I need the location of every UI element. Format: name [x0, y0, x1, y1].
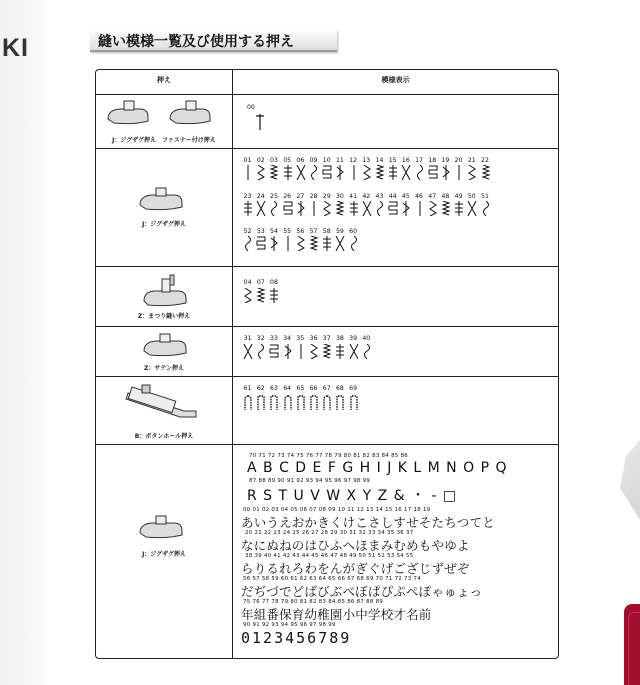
stitch-pattern-icon — [322, 201, 333, 216]
stitch-glyphs-line3 — [243, 236, 393, 251]
stitch-pattern-icon — [283, 236, 294, 251]
stitch-pattern-icon — [441, 201, 452, 216]
pattern-number: 50 — [467, 193, 476, 200]
stitch-pattern-icon — [415, 165, 426, 180]
pattern-number: 49 — [454, 193, 463, 200]
stitch-pattern-icon — [335, 344, 346, 359]
stitch-pattern-icon — [375, 201, 386, 216]
pattern-number: 68 — [335, 385, 344, 392]
hiragana-line2: なにぬねのはひふへほまみむめもやゆよ — [241, 538, 470, 553]
digit-numbers: 90 91 92 93 94 95 96 97 98 99 — [243, 622, 336, 628]
pattern-number: 20 — [454, 157, 463, 164]
stitch-pattern-icon — [467, 201, 478, 216]
pattern-number: 38 — [335, 335, 344, 342]
pattern-number: 00 — [247, 104, 255, 111]
pattern-number: 51 — [481, 193, 489, 200]
presser-label: J：ジグザグ押え — [142, 221, 186, 228]
stitch-pattern-icon — [269, 288, 280, 303]
alpha-numbers-line1: 70 71 72 73 74 75 76 77 78 79 80 81 82 83 84 85 86 — [249, 453, 409, 459]
pattern-number: 60 — [349, 228, 358, 235]
stitch-pattern-icon — [256, 288, 267, 303]
stitch-pattern-icon — [269, 344, 280, 359]
stitch-pattern-icon — [309, 165, 320, 180]
table-row — [96, 266, 558, 327]
stitch-pattern-icon — [454, 165, 465, 180]
pattern-number: 21 — [467, 157, 476, 164]
buttonhole-stitch-icon — [335, 395, 346, 410]
pattern-number: 48 — [441, 193, 450, 200]
stitch-pattern-icon — [269, 201, 280, 216]
pattern-number: 33 — [270, 335, 278, 342]
digits-line: 0123456789 — [241, 629, 352, 647]
pattern-number: 34 — [283, 335, 292, 342]
decorative-shape — [620, 440, 640, 520]
alphabet-line1: A B C D E F G H I J K L M N O P Q — [247, 460, 508, 476]
brand-fragment: KI — [2, 34, 29, 62]
stitch-pattern-icon — [388, 165, 399, 180]
stitch-glyphs — [243, 288, 303, 303]
buttonhole-glyphs — [243, 395, 403, 417]
pattern-number: 62 — [256, 385, 265, 392]
stitch-pattern-icon — [401, 201, 412, 216]
pattern-number: 22 — [481, 157, 489, 164]
hiragana-line1: あいうえおかきくけこさしすせそたちつてと — [241, 515, 495, 530]
buttonhole-stitch-icon — [243, 395, 254, 410]
stitch-pattern-icon — [269, 165, 280, 180]
pattern-number: 67 — [322, 385, 331, 392]
pattern-number: 13 — [362, 157, 371, 164]
pattern-number: 53 — [256, 228, 265, 235]
pattern-number: 11 — [335, 157, 344, 164]
buttonhole-stitch-icon — [296, 395, 307, 410]
pattern-numbers — [241, 335, 373, 342]
pattern-number: 08 — [270, 279, 278, 286]
pattern-number: 37 — [322, 335, 331, 342]
stitch-pattern-icon — [481, 201, 492, 216]
pattern-numbers-line2 — [241, 193, 492, 200]
header-pattern: 模様表示 — [381, 76, 410, 84]
table-row — [96, 376, 558, 445]
stitch-pattern-icon — [362, 165, 373, 180]
pattern-number: 12 — [349, 157, 358, 164]
pattern-number: 10 — [322, 157, 331, 164]
pattern-number: 61 — [243, 385, 252, 392]
kanji-line: 年組番保育幼稚園小中学校才名前 — [241, 607, 432, 622]
pattern-number: 23 — [243, 193, 252, 200]
stitch-pattern-icon — [322, 344, 333, 359]
pattern-number: 46 — [415, 193, 423, 200]
pattern-number: 29 — [322, 193, 331, 200]
buttonhole-foot-icon — [124, 383, 204, 421]
pattern-number: 47 — [428, 193, 437, 200]
stitch-pattern-icon — [296, 201, 307, 216]
kana-numbers-line4: 56 57 58 59 60 61 62 63 64 65 66 67 68 69 70 71 72 73 74 — [243, 576, 421, 582]
buttonhole-stitch-icon — [269, 395, 280, 410]
pattern-number: 43 — [375, 193, 384, 200]
buttonhole-stitch-icon — [256, 395, 267, 410]
stitch-pattern-icon — [309, 201, 320, 216]
pattern-number: 18 — [428, 157, 437, 164]
decorative-red-tab — [624, 604, 640, 685]
kana-numbers-line2: 20 21 22 23 24 25 26 27 28 29 30 31 32 33 34 35 36 37 — [245, 530, 414, 536]
pattern-number: 58 — [322, 228, 331, 235]
pattern-number: 02 — [256, 157, 265, 164]
pattern-number: 14 — [375, 157, 384, 164]
pattern-number: 54 — [270, 228, 278, 235]
pattern-number: 15 — [388, 157, 397, 164]
kana-numbers-line3: 38 39 40 41 42 43 44 45 46 47 48 49 50 51 52 53 54 55 — [245, 553, 414, 559]
presser-foot-icon — [104, 99, 224, 129]
stitch-pattern-icon — [256, 236, 267, 251]
stitch-pattern-icon — [269, 236, 280, 251]
left-margin-strip — [0, 0, 44, 685]
alpha-numbers-line2: 87 88 89 90 91 92 93 94 95 96 97 98 99 — [249, 478, 371, 484]
alphabet-line2: R S T U V W X Y Z & ・ - □ — [247, 488, 458, 504]
pattern-number: 05 — [283, 157, 292, 164]
stitch-pattern-icon — [322, 236, 333, 251]
presser-label: Z：まつり縫い押え — [137, 313, 191, 320]
header-presser: 押え — [157, 76, 171, 84]
stitch-pattern-icon — [388, 201, 399, 216]
pattern-number: 01 — [243, 157, 252, 164]
stitch-pattern-icon — [296, 236, 307, 251]
pattern-number: 09 — [309, 157, 318, 164]
pattern-number: 06 — [296, 157, 305, 164]
pattern-number: 30 — [335, 193, 344, 200]
pattern-number: 28 — [309, 193, 318, 200]
buttonhole-stitch-icon — [349, 395, 360, 410]
stitch-pattern-icon — [349, 201, 360, 216]
stitch-glyphs-line1 — [243, 165, 543, 180]
blind-hem-foot-icon — [140, 273, 190, 307]
pattern-number: 56 — [296, 228, 305, 235]
pattern-number: 64 — [283, 385, 292, 392]
stitch-pattern-icon — [243, 288, 254, 303]
table-row — [96, 444, 558, 659]
pattern-number: 16 — [401, 157, 410, 164]
stitch-pattern-icon — [256, 344, 267, 359]
pattern-number: 03 — [270, 157, 278, 164]
stitch-glyphs-line2 — [243, 201, 543, 216]
stitch-pattern-icon — [283, 344, 294, 359]
stitch-pattern-icon — [243, 236, 254, 251]
stitch-pattern-icon — [283, 201, 294, 216]
stitch-pattern-icon — [428, 201, 439, 216]
pattern-number: 40 — [362, 335, 371, 342]
stitch-pattern-icon — [441, 165, 452, 180]
stitch-pattern-icon — [335, 201, 346, 216]
straight-stitch-icon — [253, 114, 267, 132]
stitch-pattern-icon — [335, 236, 346, 251]
stitch-pattern-icon — [256, 165, 267, 180]
pattern-number: 52 — [243, 228, 252, 235]
stitch-pattern-icon — [415, 201, 426, 216]
zigzag-foot-icon — [136, 187, 192, 211]
pattern-numbers — [241, 385, 360, 392]
presser-label: J：ジグザグ押え — [142, 551, 186, 558]
pattern-numbers-line3 — [241, 228, 360, 235]
stitch-pattern-icon — [428, 165, 439, 180]
pattern-number: 45 — [401, 193, 410, 200]
stitch-pattern-icon — [296, 344, 307, 359]
stitch-pattern-icon — [362, 201, 373, 216]
buttonhole-stitch-icon — [309, 395, 320, 410]
pattern-number: 19 — [441, 157, 450, 164]
pattern-number: 32 — [256, 335, 265, 342]
section-title: 縫い模様一覧及び使用する押え — [98, 34, 294, 50]
pattern-number: 66 — [309, 385, 318, 392]
stitch-pattern-icon — [467, 165, 478, 180]
stitch-pattern-icon — [309, 344, 320, 359]
hiragana-line4: だぢづでどばびぶべぼぱぴぷぺぽゃゅょっ — [241, 584, 483, 599]
pattern-number: 44 — [388, 193, 397, 200]
stitch-pattern-icon — [335, 165, 346, 180]
pattern-number: 07 — [256, 279, 265, 286]
pattern-number: 55 — [283, 228, 292, 235]
zigzag-foot-icon — [136, 515, 192, 539]
pattern-number: 57 — [309, 228, 318, 235]
satin-foot-icon — [140, 333, 190, 357]
stitch-pattern-icon — [349, 165, 360, 180]
pattern-numbers-line1 — [241, 157, 492, 164]
pattern-number: 26 — [283, 193, 292, 200]
pattern-number: 17 — [415, 157, 423, 164]
pattern-number: 35 — [296, 335, 305, 342]
pattern-number: 42 — [362, 193, 371, 200]
presser-label: J：ジグザグ押え ファスナー付け押え — [112, 137, 216, 144]
pattern-number: 59 — [335, 228, 344, 235]
section-header — [90, 30, 337, 52]
stitch-pattern-icon — [481, 165, 492, 180]
kanji-numbers: 75 76 77 78 79 80 81 82 83 84 85 86 87 88 89 — [243, 599, 384, 605]
stitch-pattern-icon — [243, 344, 254, 359]
pattern-number: 36 — [309, 335, 318, 342]
hiragana-line3: らりるれろわをんがぎぐげござじずぜぞ — [241, 561, 470, 576]
stitch-pattern-icon — [309, 236, 320, 251]
pattern-number: 65 — [296, 385, 305, 392]
buttonhole-stitch-icon — [283, 395, 294, 410]
stitch-pattern-icon — [243, 201, 254, 216]
stitch-pattern-icon — [454, 201, 465, 216]
pattern-number: 24 — [256, 193, 265, 200]
pattern-number: 39 — [349, 335, 358, 342]
kana-numbers-line1: 00 01 02 03 04 05 06 07 08 09 10 11 12 13 14 15 16 17 18 19 — [243, 507, 431, 513]
stitch-pattern-icon — [401, 165, 412, 180]
stitch-glyphs — [243, 344, 403, 359]
stitch-pattern-icon — [349, 236, 360, 251]
pattern-number: 25 — [270, 193, 278, 200]
stitch-pattern-icon — [375, 165, 386, 180]
presser-label: Z：サテン押え — [143, 365, 185, 372]
stitch-pattern-icon — [243, 165, 254, 180]
stitch-pattern-icon — [362, 344, 373, 359]
pattern-number: 04 — [243, 279, 252, 286]
table-header-row — [96, 70, 558, 94]
stitch-pattern-icon — [296, 165, 307, 180]
table-row — [96, 148, 558, 267]
stitch-pattern-table — [95, 69, 559, 659]
pattern-number: 69 — [349, 385, 358, 392]
buttonhole-stitch-icon — [322, 395, 333, 410]
table-row — [96, 94, 558, 149]
stitch-pattern-icon — [256, 201, 267, 216]
pattern-numbers — [241, 279, 281, 286]
stitch-pattern-icon — [283, 165, 294, 180]
pattern-number: 31 — [243, 335, 252, 342]
stitch-pattern-icon — [322, 165, 333, 180]
pattern-number: 63 — [270, 385, 278, 392]
pattern-number: 41 — [349, 193, 358, 200]
pattern-number: 27 — [296, 193, 305, 200]
presser-label: B：ボタンホール押え — [134, 433, 194, 440]
stitch-pattern-icon — [349, 344, 360, 359]
table-row — [96, 326, 558, 377]
